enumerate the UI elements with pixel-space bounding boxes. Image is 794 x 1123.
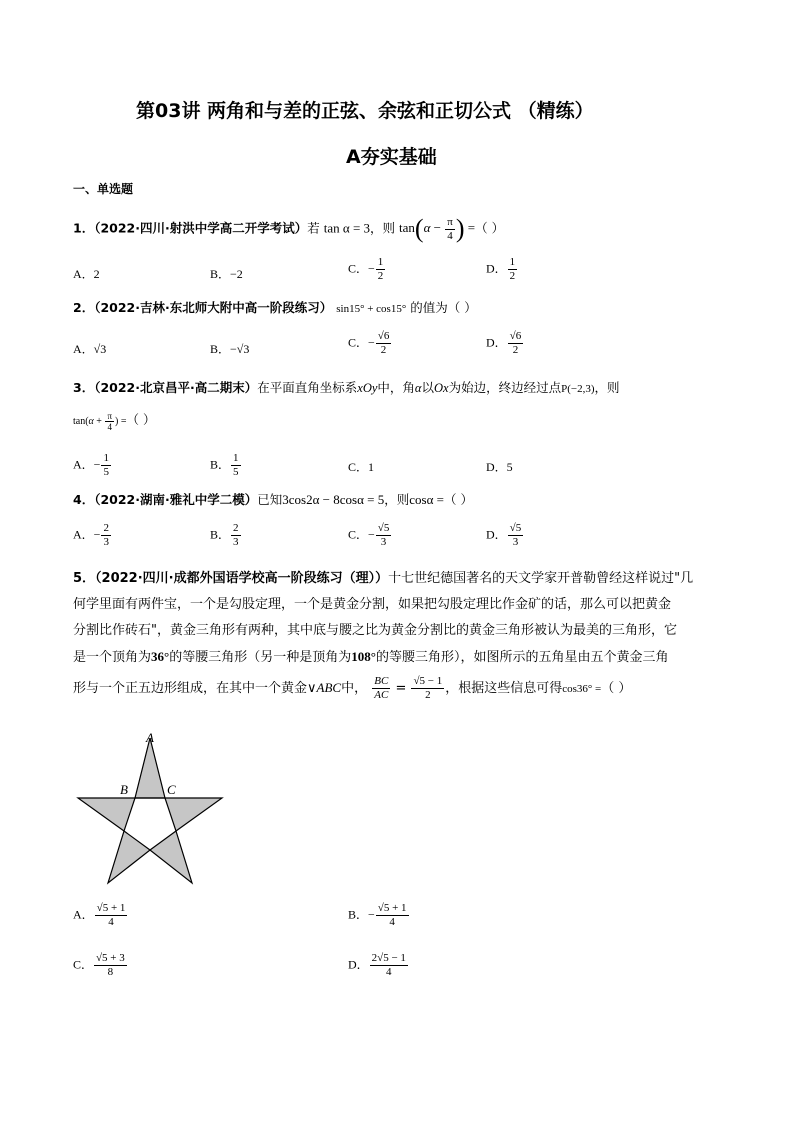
option-b: B．−2 [210,267,243,281]
section-heading: 一、单选题 [73,182,134,196]
question-number: 5． [73,571,96,586]
label-c: C [167,782,176,797]
option-d: D． $\frac{1}{2}$ [486,256,516,282]
question-source: （2022·北京昌平·高二期末） [94,380,258,395]
page-subtitle: A夯实基础 [346,146,437,168]
option-a: A． $\frac{√5 + 1}{4}$ [73,902,126,928]
question-4 [73,490,473,510]
answer-paren: （ ） [601,681,632,696]
option-a: A．2 [73,267,100,281]
answer-paren: （ ） [475,220,505,236]
question-text: 为始边，终边经过点 [448,380,562,395]
math-symbol: xOy [357,381,378,395]
question-text: ，则 [384,492,410,507]
math-expression: 108° [351,649,376,664]
pentagram-figure [70,728,230,888]
question-source: （2022·湖南·雅礼中学二模） [94,492,258,507]
math-expression: 36° [151,649,170,664]
question-text: ，根据这些信息可得 [445,681,563,696]
option-b: B． $\frac{1}{5}$ [210,452,239,478]
question-source: （2022·四川·成都外国语学校高一阶段练习（理）） [95,571,389,586]
question-text: 十七世纪德国著名的天文学家开普勒曾经这样说过"几 [388,571,694,586]
option-c: C．− $\frac{√6}{2}$ [348,330,390,356]
question-number: 4． [73,492,95,507]
option-b: B．− $\frac{√5 + 1}{4}$ [348,902,407,928]
option-a: A．− $\frac{2}{3}$ [73,522,109,548]
math-expression: tan α = 3 [323,220,371,236]
option-c: C．− $\frac{1}{2}$ [348,256,384,282]
question-text: 中，角 [377,380,415,395]
question-text: 的等腰三角形（另一种是顶角为 [169,650,352,665]
option-d: D． $\frac{√5}{3}$ [486,522,522,548]
option-c: C．1 [348,460,375,474]
question-text: 何学里面有两件宝，一个是勾股定理，一个是黄金分割，如果把勾股定理比作金矿的话，那么可以把黄金 [73,597,672,612]
option-c: C．− $\frac{√5}{3}$ [348,522,390,548]
question-source: （2022·吉林·东北师大附中高一阶段练习） [94,300,333,315]
math-symbol: Ox [433,381,449,395]
math-expression: tan(α − $\frac{\pi}{4}$ ) = [399,214,476,244]
question-text: 分割比作砖石"，黄金三角形有两种，其中底与腰之比为黄金分割比的黄金三角形被认为最美的三角形，它 [73,623,677,638]
question-text: 以 [421,380,434,395]
option-b: B．−√3 [210,342,250,356]
option-b: B． $\frac{2}{3}$ [210,522,239,548]
question-3 [73,378,620,399]
math-expression: tan(α + $\frac{\pi}{4}$ ) = [73,411,127,433]
answer-paren: （ ） [126,412,156,427]
question-number: 1． [73,220,95,236]
question-text: 的值为（ ） [410,300,477,315]
math-symbol: α [414,381,422,395]
question-source: （2022·四川·射洪中学高二开学考试） [94,220,308,236]
math-expression: cos36° = [562,683,602,695]
answer-paren: （ ） [443,492,473,507]
question-text: 是一个顶角为 [73,650,152,665]
question-text: 若 [307,220,320,236]
option-d: D．5 [486,460,513,474]
math-expression: cosα = [409,492,444,507]
question-text: 中， [341,681,368,696]
question-text: 在平面直角坐标系 [257,380,358,395]
question-2 [73,298,477,319]
question-text: 形与一个正五边形组成，在其中一个黄金 [73,681,308,696]
option-a: A．√3 [73,342,107,356]
page-title: 第03讲 两角和与差的正弦、余弦和正切公式 （精练） [136,100,594,122]
question-text: ，则 [370,220,396,236]
label-a: A [146,730,154,745]
math-expression: P(−2,3) [561,383,595,395]
option-d: D． $\frac{2√5 - 1}{4}$ [348,952,406,978]
question-text: ，则 [594,380,620,395]
question-3-line2 [73,410,155,432]
math-expression: 3cos2α − 8cosα = 5 [282,492,385,507]
question-number: 2． [73,300,95,315]
ratio-fraction: $\frac{BC}{AC}$ [374,675,389,701]
math-expression: sin15° + cos15° [336,303,407,315]
question-text: 的等腰三角形），如图所示的五角星由五个黄金三角 [375,650,669,665]
math-expression: ∨ABC [307,680,342,695]
question-1 [73,216,504,243]
label-b: B [120,782,128,797]
option-d: D． $\frac{√6}{2}$ [486,330,522,356]
option-a: A．− $\frac{1}{5}$ [73,452,109,478]
question-number: 3． [73,380,95,395]
ratio-value: $\frac{√5 - 1}{2}$ [413,675,443,701]
question-text: 已知 [257,492,283,507]
option-c: C． $\frac{√5 + 3}{8}$ [73,952,125,978]
question-5: 5．（2022·四川·成都外国语学校高一阶段练习（理））十七世纪德国著名的天文学家开普勒曾经这样说过"几 何学里面有两件宝，一个是勾股定理，一个是黄金分割，如果把勾股定理比作金矿的话，那么可以把黄金 分割比作砖石"，黄金三角形有两种，其中底与腰之比为黄金分割比的黄金三角形被认为最美的三角形，它 是一个顶角为36°的等腰三角形（另一种是顶角为108°的等腰三角形），如图所示的五角星由五个黄金三角 形与一个正五边形组成，在其中一个黄金∨ABC中， $\frac{BC}{AC}$ = $\frac{√5 - 1}{2}$ ，根据这些信息可得cos36° =（ ） [73,566,723,702]
